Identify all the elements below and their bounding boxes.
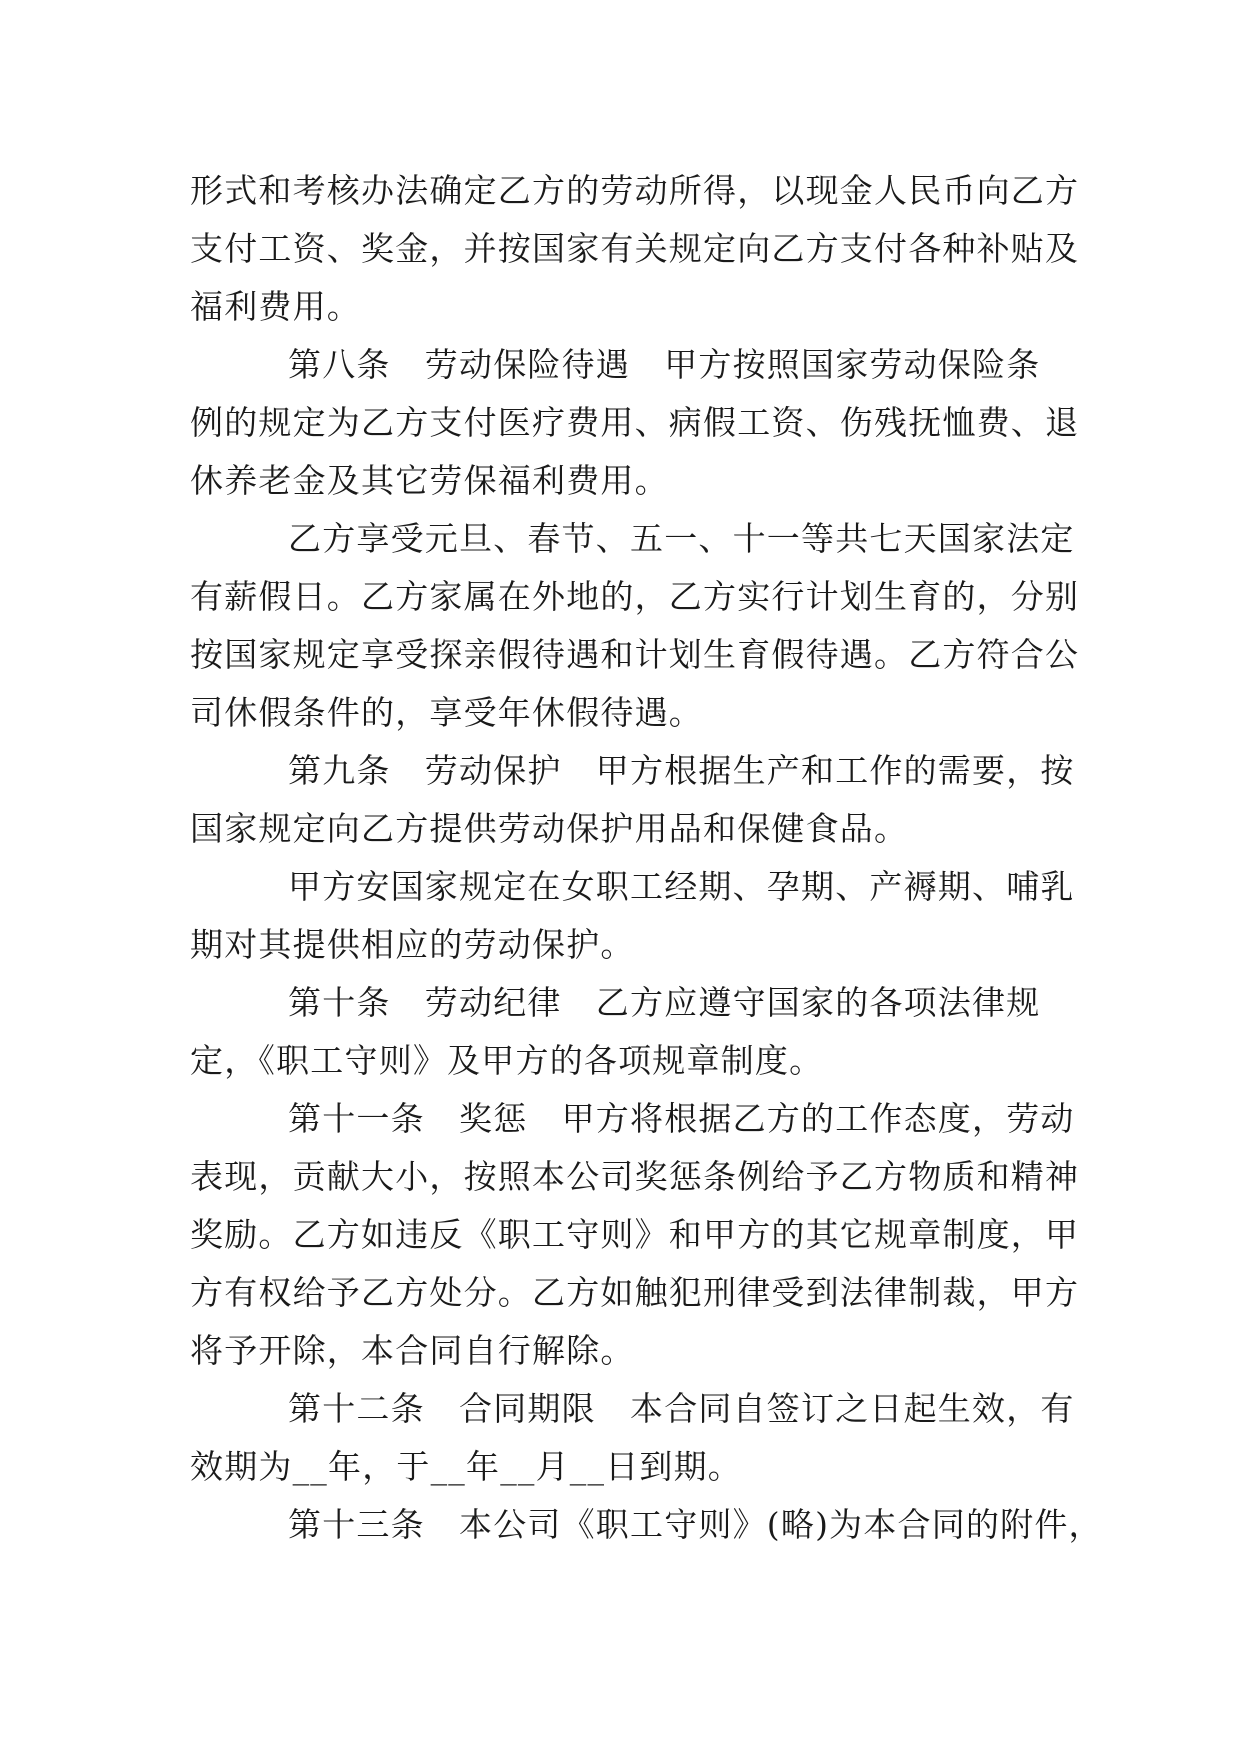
- text-line: 第九条 劳动保护 甲方根据生产和工作的需要，按: [288, 751, 1075, 790]
- text-line: 定，《职工守则》及甲方的各项规章制度。: [190, 1041, 824, 1080]
- paragraph-article-13: [190, 1496, 1103, 1554]
- text-line: 第十条 劳动纪律 乙方应遵守国家的各项法律规: [288, 983, 1041, 1022]
- text-line: 将予开除，本合同自行解除。: [190, 1331, 635, 1370]
- paragraph-article-12: [190, 1380, 1075, 1496]
- text-line: 支付工资、奖金，并按国家有关规定向乙方支付各种补贴及: [190, 229, 1080, 268]
- text-line: 第八条 劳动保险待遇 甲方按照国家劳动保险条: [288, 345, 1041, 384]
- text-line: 第十三条 本公司《职工守则》(略)为本合同的附件，: [288, 1505, 1103, 1544]
- text-line: 表现，贡献大小，按照本公司奖惩条例给予乙方物质和精神: [190, 1157, 1080, 1196]
- text-line: 第十二条 合同期限 本合同自签订之日起生效，有: [288, 1389, 1075, 1428]
- text-line: 效期为__年，于__年__月__日到期。: [190, 1447, 742, 1486]
- text-line: 形式和考核办法确定乙方的劳动所得，以现金人民币向乙方: [190, 171, 1080, 210]
- text-line: 乙方享受元旦、春节、五一、十一等共七天国家法定: [288, 519, 1075, 558]
- text-line: 司休假条件的，享受年休假待遇。: [190, 693, 703, 732]
- paragraph-holidays: [190, 510, 1080, 742]
- text-line: 国家规定向乙方提供劳动保护用品和保健食品。: [190, 809, 909, 848]
- text-line: 期对其提供相应的劳动保护。: [190, 925, 635, 964]
- text-line: 休养老金及其它劳保福利费用。: [190, 461, 669, 500]
- paragraph-article-8: [190, 336, 1080, 510]
- text-line: 有薪假日。乙方家属在外地的，乙方实行计划生育的，分别: [190, 577, 1080, 616]
- text-line: 第十一条 奖惩 甲方将根据乙方的工作态度，劳动: [288, 1099, 1075, 1138]
- text-line: 甲方安国家规定在女职工经期、孕期、产褥期、哺乳: [288, 867, 1075, 906]
- text-line: 福利费用。: [190, 287, 361, 326]
- text-line: 按国家规定享受探亲假待遇和计划生育假待遇。乙方符合公: [190, 635, 1080, 674]
- text-line: 奖励。乙方如违反《职工守则》和甲方的其它规章制度，甲: [190, 1215, 1080, 1254]
- paragraph-wages: [190, 162, 1080, 336]
- text-line: 例的规定为乙方支付医疗费用、病假工资、伤残抚恤费、退: [190, 403, 1080, 442]
- document-page: [190, 162, 1103, 1554]
- paragraph-article-9: [190, 742, 1075, 858]
- paragraph-female-protection: [190, 858, 1075, 974]
- text-line: 方有权给予乙方处分。乙方如触犯刑律受到法律制裁，甲方: [190, 1273, 1080, 1312]
- paragraph-article-11: [190, 1090, 1080, 1380]
- paragraph-article-10: [190, 974, 1056, 1090]
